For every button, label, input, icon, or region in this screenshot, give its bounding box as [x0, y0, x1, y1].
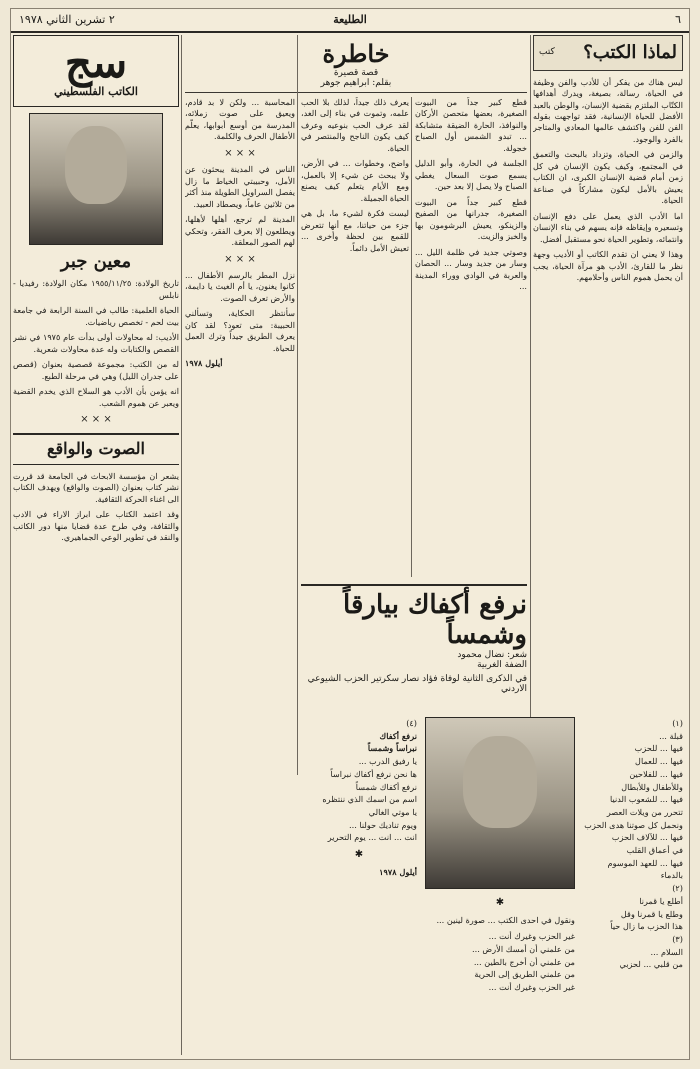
paragraph: ليست فكرة لشيء ما، بل هي جزء من حياتنا، مع أنها تتعرض للقمع بين لحظة وأخرى ... تعيش الأمل دائماً.	[301, 208, 409, 253]
column-divider	[297, 35, 298, 775]
paragraph: والزمن في الحياة، وتزداد بالبحث والتعمق في المجتمع، وكيف يكون الإنسان في كل زمن أمام قضية الإنسان الكبرى، ان الكتاب يعيش بالأمل ليكون مشاركاً في صناعة الحياة.	[533, 149, 683, 206]
poem-line: فيها ... للعمال	[635, 756, 683, 767]
poem-author: شعر: نضال محمود	[457, 650, 527, 660]
column-divider	[181, 35, 182, 1055]
voice-section-title: الصوت والواقع	[13, 433, 179, 465]
photo-caption: ونقول في احدى الكتب ... صورة لينين ...	[436, 914, 575, 925]
article-title: لماذا الكتب؟	[583, 42, 677, 63]
poem-line: ويوم تناديك حولنا ...	[349, 819, 417, 830]
article-title-box	[533, 35, 683, 71]
story-column-1	[415, 97, 527, 577]
poem-line: أطلع يا قمرنا	[639, 895, 683, 906]
poem-line: يا موتي الغالي	[368, 806, 417, 817]
separator: × × ×	[80, 414, 112, 425]
story-header	[185, 35, 527, 93]
paragraph: الأديب: له محاولات أولى بدأت عام ١٩٧٥ في نشر القصص والكتابات وله عدة محاولات شعرية.	[13, 332, 179, 354]
story-subtitle: قصة قصيرة	[333, 68, 379, 78]
poem-line: (٤)	[406, 718, 417, 728]
logo-subtitle: الكاتب الفلسطيني	[54, 85, 138, 98]
poem-line: نبراساً وشمساً	[367, 743, 417, 754]
poem-line: وطلع يا قمرنا وقل	[620, 908, 683, 919]
paragraph: وصوتي جديد في ظلمة الليل ... وسار من جديد وسار ... الحصان والعربة في الوادي ووراء المدينة ...	[415, 246, 527, 292]
writer-photo	[29, 113, 163, 245]
poem-line: (٢)	[672, 883, 683, 894]
poem-line: فيها ... للشعوب الدنيا	[610, 794, 683, 805]
poem-line: تتحرر من ويلات العصر	[606, 806, 683, 817]
separator: × × ×	[224, 147, 256, 159]
writer-name: معين جبر	[60, 250, 132, 272]
separator: × × ×	[224, 253, 256, 265]
story-byline: بقلم: ابراهيم جوهر	[320, 78, 392, 88]
poem-title: نرفع أكفاك بيارقاً وشمساً	[343, 590, 527, 650]
paragraph: الجلسة في الحارة، وأبو الدليل يسمع صوت السعال يغطي الصباح ولا يصل إلا بعد حين.	[415, 158, 527, 192]
poem-line: (٣)	[672, 933, 683, 944]
portrait-face	[463, 736, 537, 828]
writer-profile	[13, 35, 179, 1055]
story-title: خاطرة	[322, 39, 390, 68]
poem-line: من علمني الطريق إلى الحرية	[474, 969, 575, 980]
article-why-books	[533, 35, 683, 725]
paragraph: له من الكتب: مجموعة قصصية بعنوان (قصص على جدران الليل) وهي في مرحلة الطبع.	[13, 359, 179, 381]
poem-line: فيها ... للآلاف الحزب	[611, 832, 683, 843]
issue-date: ٢ تشرين الثاني ١٩٧٨	[19, 13, 115, 26]
paragraph: يشعر ان مؤسسة الابحاث في الجامعة قد قررت نشر كتاب بعنوان (الصوت والواقع) ويهدف الكتاب الى اغناء الحركة الثقافية.	[13, 470, 179, 504]
poem-column-left	[301, 717, 417, 1047]
section-logo	[13, 35, 179, 107]
paragraph: تاريخ الولادة: ١٩٥٥/١١/٢٥ مكان الولادة: رفيديا - نابلس	[13, 278, 179, 300]
page-header	[11, 9, 689, 33]
column-divider	[411, 97, 412, 577]
poem-line: غير الحزب وغيرك أنت ...	[488, 931, 575, 942]
story-column-2	[301, 97, 409, 577]
poem-column-middle	[425, 717, 575, 1047]
paragraph: الحياة العلمية: طالب في السنة الرابعة في جامعة بيت لحم - تخصص رياضيات.	[13, 305, 179, 327]
poem-line: في أعماق القلب	[626, 845, 683, 856]
paragraph: المحاسبة ... ولكن لا بد قادم، ويعيق على صوت زملائه، المدرسة من أوسع أبوابها، يعلّم الأطفال الحرف والكلمة.	[185, 97, 295, 142]
paragraph: المدينة لم ترجع، أهلها لأهلها، ويطلعون إلا بعرف الفقر، وتحكي لهم الصور المعلقة.	[185, 214, 295, 248]
poem-body	[301, 717, 683, 1047]
poem-line: من علمني أن أخرج بالطين ...	[473, 956, 575, 967]
poem-line: من علمني أن أمسك الأرض ...	[471, 943, 575, 954]
poem-line: قبلة ...	[659, 730, 683, 741]
paragraph: واضح، وخطوات ... في الأرض، ولا يبحث عن شيء إلا بالعمل، ومع الأيام يتعلم كيف يصنع الحياة الجميلة.	[301, 158, 409, 203]
poem-line: نرفع أكفاك	[379, 730, 417, 741]
paragraph: الناس في المدينة يبحثون عن الأمل، وحبيبتي الخياط ما زال يفصل السراويل الطويلة منذ أكثر من ثلاثين عاماً، ويصطاد العبيد.	[185, 164, 295, 209]
poem-dedication: في الذكرى الثانية لوفاة فؤاد نصار سكرتير الحزب الشيوعي الاردني	[307, 674, 527, 694]
poem-line: انت ... انت ... يوم التحرير	[327, 832, 417, 843]
poem-line: ها نحن نرفع أكفاك نبراساً	[330, 768, 417, 779]
paragraph: نزل المطر بالرسم الأطفال ... كانوا يغنون، يا أم الغيث يا دايمة، والأرض تعرف الصوت.	[185, 269, 295, 303]
paragraph: قطع كبير جداً من البيوت الصغيرة، جدرانها من الصفيح والزينكو، يعيش البرشومون بها والخبز والزيت.	[415, 196, 527, 242]
poem-line: هذا الحزب ما زال حياً	[610, 921, 683, 932]
poem-location: الضفة الغربية	[477, 660, 527, 670]
poem-line: ونحمل كل صوتنا هدى الحزب	[584, 819, 683, 830]
newspaper-page	[10, 8, 690, 1060]
story-column-3	[185, 97, 295, 777]
logo-text: سج	[64, 38, 128, 87]
poem-line: فيها ... للفلاحين	[629, 768, 683, 779]
poem-line: نرفع أكفاك شمساً	[355, 781, 417, 792]
poem-line: فيها ... للحزب	[634, 743, 683, 754]
story-date: أيلول ١٩٧٨	[185, 358, 223, 369]
separator: ✱	[354, 849, 364, 861]
portrait-photo	[425, 717, 575, 889]
paragraph: سأنتظر الحكاية، وتسألني الحبيبة: متى تعود؟ لقد كان يعرف الطريق جيداً وترك العمل للحياة.	[185, 308, 295, 353]
paragraph: انه يؤمن بأن الأدب هو السلاح الذي يخدم القضية ويعبر عن هموم الشعب.	[13, 386, 179, 408]
writer-face	[65, 126, 127, 204]
paragraph: قطع كبير جداً من البيوت الصغيرة، بعضها متحصن الأركان والنوافذ، الحارة الضيقة متشابكة ... تبدو الشمس أول الصباح خجولة.	[415, 97, 527, 153]
poem-line: (١)	[672, 718, 683, 728]
article-title-mark: كتب	[539, 47, 555, 58]
paragraph: يعرف ذلك جيداً، لذلك بلا الحب علمه، وتموت في بناء إلى الغد، لقد عرف الحب بنوعيه وعرف كيف يكون الناجح والمنتصر في الحياة.	[301, 97, 409, 153]
publication-name: الطليعة	[333, 13, 367, 26]
poem-line: يا رفيق الدرب ...	[358, 756, 417, 767]
poem-line: من قلبي ... لحزبي	[619, 959, 683, 970]
poem-column-right	[583, 717, 683, 1047]
paragraph: وقد اعتمد الكتاب على ابراز الاراء في الادب والثقافة، وفي طرح عدة قضايا منها دور الكاتب والنقد في تطوير الوعي الجماهيري.	[13, 509, 179, 543]
paragraph: وهذا لا يعني ان تقدم الكاتب أو الأديب وجهة نظر ما للقارئ، الأدب هو مرآة الحياة، يجب أن يحمل هموم الناس وأحلامهم.	[533, 249, 683, 283]
page-number: ٦	[675, 13, 681, 26]
separator: ✱	[495, 897, 505, 908]
poem-line: السلام ...	[650, 946, 683, 957]
column-divider	[530, 35, 531, 725]
poem-line: وللأطفال وللأبطال	[621, 781, 683, 792]
poem-date: أيلول ١٩٧٨	[379, 866, 417, 877]
poem-line: فيها ... للعهد الموسوم بالدماء	[607, 857, 683, 881]
poem-line: اسم من اسمك الذي ننتظره	[322, 794, 417, 805]
paragraph: اما الأدب الذي يعمل على دفع الإنسان وتسعيره وإيقاظه فإنه يسهم في بناء الإنسان وانتمائه، وتطوير الحياة نحو مستقبل أفضل.	[533, 210, 683, 244]
poem-header	[301, 584, 527, 720]
poem-line: غير الحزب وغيرك أنت ...	[488, 982, 575, 993]
paragraph: ليس هناك من يفكر أن للأدب والفن وظيفة في الحياة، رسالة، بصيغة، ويدرك أهدافها الكتّاب الملتزم بقضية الإنسان، والوطن بالعبد الأفضل للحياة الإنسانية، فقد تواجهت بقوله الفن للفن واكتشف عالمها المعادي والمتاجر بالفرد والوجود.	[533, 76, 683, 144]
